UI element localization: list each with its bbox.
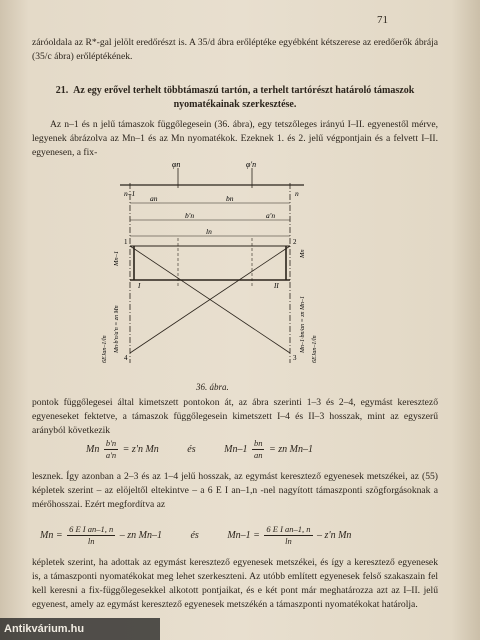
eq2-left-rhs: – zn Mn–1 <box>119 529 162 541</box>
eq-left-label: Mn·b'n/a'n = zn Mn <box>114 305 120 353</box>
moment-left-label: Mn–1 <box>113 250 120 266</box>
support-left-label: n–1 <box>124 189 136 198</box>
eq1-left: Mn <box>86 443 100 455</box>
phi-right-label: φ'n <box>246 160 257 169</box>
point-3-label: 3 <box>293 354 297 362</box>
support-right-label: n <box>295 189 299 198</box>
eq2-left-fraction <box>67 524 115 547</box>
an-prime-label: a'n <box>266 211 276 220</box>
paragraph-1: Az n–1 és n jelű támaszok függőlegesein (36. ábra), egy tetszőleges irányú I–II. egyenestől mérve, legyenek ábrázolva az Mn–1 és az Mn nyomatékok. Ezeknek 1. és 2. jelű végpontjain és a felvett I–II. egyenesen, a fix- <box>32 119 438 158</box>
figure-36-diagram <box>90 158 330 383</box>
eq1-right-num: bn <box>253 438 263 448</box>
eq1-left-rhs: = z'n Mn <box>122 443 159 455</box>
eq2-left-num: 6 E I an–1, n <box>69 524 114 534</box>
equation-1 <box>86 438 313 461</box>
eq1-left-den: a'n <box>105 450 117 460</box>
section-heading <box>30 84 440 112</box>
paragraph-2: pontok függőlegesei által kimetszett pontokon át, az ábra szerinti 1–3 és 2–4, egymást keresztező egyeneseket fektetve, a támaszok függőlegesein kimetszett I–4 és II–3 hosszak, mint az egyszerű arányból következik <box>32 397 438 436</box>
an-label: an <box>150 194 158 203</box>
eq2-conj: és <box>190 529 199 541</box>
eq2-left: Mn = <box>40 529 63 541</box>
point-1-label: 1 <box>124 238 128 246</box>
eq1-left-fraction <box>104 438 118 461</box>
section-number: 21. <box>55 85 69 96</box>
eq2-right: Mn–1 = <box>227 529 260 541</box>
equation-2 <box>40 524 351 547</box>
page-number: 71 <box>377 14 388 26</box>
point-I-label: I <box>138 282 141 290</box>
intro-paragraph: záróoldala az R*-gal jelölt eredőrészt is. A 35/d ábra erőléptéke egyébként kétszerese az eredőerők ábrája (35/c ábra) erőléptékének. <box>32 37 438 62</box>
dim-right-label: 6EJan–1/ln <box>312 335 318 363</box>
eq1-right-fraction <box>252 438 265 461</box>
eq1-right-den: an <box>253 450 263 460</box>
eq2-right-rhs: – z'n Mn <box>317 529 352 541</box>
dim-left-label: 6EJan–1/ln <box>102 335 108 363</box>
bn-label: bn <box>226 194 234 203</box>
eq2-right-num: 6 E I an–1, n <box>266 524 311 534</box>
eq1-right-rhs: = zn Mn–1 <box>268 443 313 455</box>
eq2-right-den: ln <box>285 536 292 546</box>
watermark: Antikvárium.hu <box>0 618 160 640</box>
phi-left-label: φn <box>172 160 181 169</box>
paragraph-4: képletek szerint, ha adottak az egymást keresztező egyenesek metszékei, és így a keresztező egyenesek is, a támaszponti nyomatékokat meg lehet szerkeszteni. Az utóbb említett egyenesek felső szakaszain fel kell keresni a fix-függőlegesekkel alkotott pontjaikat, és e két pont már meghatározza azt az I–II. jelű egyenest, amely az egymást keresztező egyenesek metszékén a támaszponti nyomatékokat határolja. <box>32 557 438 610</box>
eq2-left-den: ln <box>87 536 95 546</box>
bn-prime-label: b'n <box>185 211 195 220</box>
eq-right-label: Mn–1·bn/an = zn Mn–1 <box>300 295 306 353</box>
moment-right-label: Mn <box>299 249 306 258</box>
eq1-left-num: b'n <box>105 438 117 448</box>
point-4-label: 4 <box>124 354 128 362</box>
section-title: Az egy erővel terhelt többtámaszú tartón, a terhelt tartórészt határoló támaszok nyomatékainak szerkesztése. <box>73 85 415 110</box>
ln-label: ln <box>206 227 212 236</box>
eq2-right-fraction <box>264 524 312 547</box>
figure-caption: 36. ábra. <box>196 382 229 392</box>
point-II-label: II <box>274 282 279 290</box>
eq1-conj: és <box>187 443 196 455</box>
eq1-right: Mn–1 <box>224 443 248 455</box>
point-2-label: 2 <box>293 238 297 246</box>
paragraph-3: lesznek. Így azonban a 2–3 és az 1–4 jelű hosszak, az egymást keresztező egyenesek metszékei, az (55) képletek szerint – az elöjeltől eltekintve – a 6 E I an–1,n -nel nagyított támaszponti szögforgásoknak a mérőhosszai. Ezért megfordítva az <box>32 471 438 510</box>
